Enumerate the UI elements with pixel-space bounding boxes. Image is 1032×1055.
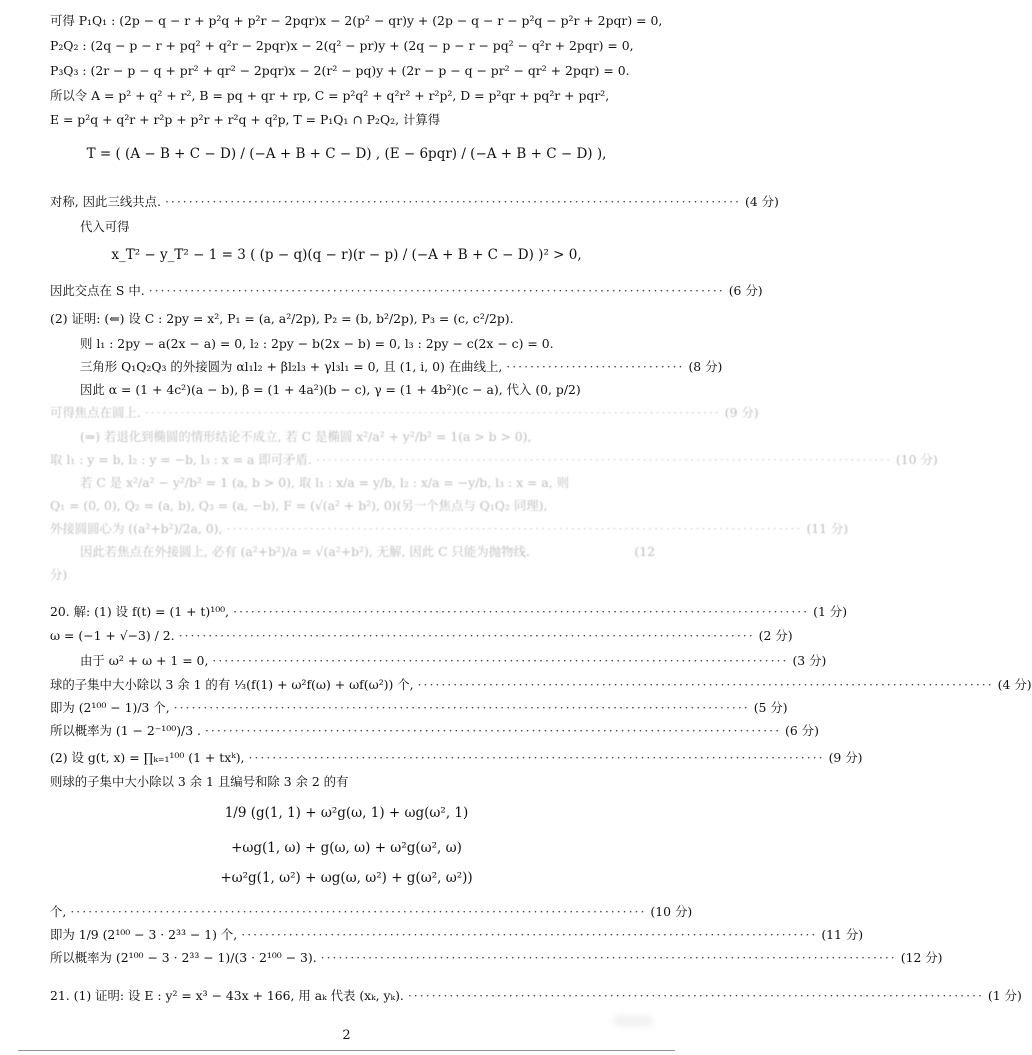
score-label: (5 分)	[753, 700, 788, 715]
scored-line	[50, 903, 693, 921]
scored-line	[50, 404, 759, 422]
leader-dots: ·································································································	[417, 677, 994, 692]
scored-line	[80, 358, 723, 376]
score-label: (11 分)	[806, 521, 849, 536]
score-label: (4 分)	[997, 677, 1032, 692]
scored-line	[50, 949, 943, 967]
leader-dots: ·································································································	[204, 723, 782, 738]
text-line: 可得 P₁Q₁ : (2p − q − r + p²q + p²r − 2pqr)x − 2(p² − qr)y + (2p − q − r − p²q − p²r + 2pqr) = 0,	[50, 13, 663, 28]
text-line: (⇒) 若退化到椭圆的情形结论不成立, 若 C 是椭圆 x²/a² + y²/b² = 1(a > b > 0),	[80, 429, 532, 444]
line-text: 个,	[50, 904, 67, 919]
text-line: Q₁ = (0, 0), Q₂ = (a, b), Q₃ = (a, −b), F = (√(a² + b²), 0)(另一个焦点与 Q₁Q₂ 同理),	[50, 498, 548, 513]
scored-line	[50, 627, 793, 645]
text-line: (2) 证明: (⇐) 设 C : 2py = x², P₁ = (a, a²/2p), P₂ = (b, b²/2p), P₃ = (c, c²/2p).	[50, 311, 514, 326]
score-label: (12	[634, 544, 655, 559]
score-label: (12 分)	[900, 950, 943, 965]
page-number: 2	[342, 1028, 351, 1043]
text-line: P₂Q₂ : (2q − p − r + pq² + q²r − 2pqr)x − 2(q² − pr)y + (2q − p − r − pq² − q²r + 2pqr) = 0,	[50, 38, 634, 53]
text-line: 代入可得	[80, 219, 130, 234]
scored-line	[50, 193, 779, 211]
display-formula: T = ( (A − B + C − D) / (−A + B + C − D) , (E − 6pqr) / (−A + B + C − D) ),	[86, 146, 607, 162]
scored-line	[50, 722, 819, 740]
leader-dots: ·································································································	[178, 628, 755, 643]
text-line: 则球的子集中大小除以 3 余 1 且编号和除 3 余 2 的有	[50, 774, 349, 789]
score-label: (6 分)	[728, 283, 763, 298]
line-text: 对称, 因此三线共点.	[50, 194, 161, 209]
scored-line	[50, 749, 863, 767]
line-text: 20. 解: (1) 设 f(t) = (1 + t)¹⁰⁰,	[50, 604, 230, 619]
text-line: 分)	[50, 567, 68, 582]
score-label: (10 分)	[895, 452, 938, 467]
scored-line	[80, 652, 827, 670]
line-text: 取 l₁ : y = b, l₂ : y = −b, l₃ : x = a 即可矛盾.	[50, 452, 312, 467]
text-line: P₃Q₃ : (2r − p − q + pr² + qr² − 2pqr)x − 2(r² − pq)y + (2r − p − q − pr² − qr² + 2pqr) = 0.	[50, 63, 630, 78]
scored-line	[50, 520, 849, 538]
score-label: (9 分)	[724, 405, 759, 420]
score-label: (6 分)	[785, 723, 819, 738]
display-formula: 1/9 (g(1, 1) + ω²g(ω, 1) + ωg(ω², 1)	[224, 805, 469, 821]
scored-line	[50, 603, 848, 621]
leader-dots: ·································································································	[148, 283, 725, 298]
leader-dots: ·································································································	[320, 950, 897, 965]
leader-dots: ·································································································	[173, 700, 750, 715]
line-text: 因此交点在 S 中.	[50, 283, 145, 298]
score-label: (8 分)	[688, 359, 723, 374]
score-label: (2 分)	[758, 628, 793, 643]
scored-line	[50, 699, 788, 717]
line-text: 三角形 Q₁Q₂Q₃ 的外接圆为 αl₁l₂ + βl₂l₃ + γl₃l₁ = 0, 且 (1, i, 0) 在曲线上,	[80, 359, 503, 374]
scored-line	[50, 926, 864, 944]
line-text: 即为 1/9 (2¹⁰⁰ − 3 · 2³³ − 1) 个,	[50, 927, 238, 942]
display-formula: +ω²g(1, ω²) + ωg(ω, ω²) + g(ω², ω²))	[220, 870, 473, 886]
score-label: (1 分)	[813, 604, 848, 619]
line-text: 因此若焦点在外接圆上, 必有 (a²+b²)/a = √(a²+b²), 无解, 因此 C 只能为抛物线.	[80, 544, 530, 559]
text-line: 因此 α = (1 + 4c²)(a − b), β = (1 + 4a²)(b − c), γ = (1 + 4b²)(c − a), 代入 (0, p/2)	[80, 382, 581, 397]
text-line: 则 l₁ : 2py − a(2x − a) = 0, l₂ : 2py − b(2x − b) = 0, l₃ : 2py − c(2x − c) = 0.	[80, 336, 554, 351]
score-label: (10 分)	[650, 904, 693, 919]
text-line: 所以令 A = p² + q² + r², B = pq + qr + rp, C = p²q² + q²r² + r²p², D = p²qr + pq²r + pqr²,	[50, 88, 610, 103]
score-label: (1 分)	[987, 988, 1022, 1003]
leader-dots: ·································································································	[241, 927, 818, 942]
leader-dots: ·································································································	[233, 604, 810, 619]
line-text: 外接圆圆心为 ((a²+b²)/2a, 0),	[50, 521, 223, 536]
line-text: 21. (1) 证明: 设 E : y² = x³ − 43x + 166, 用 aₖ 代表 (xₖ, yₖ).	[50, 988, 404, 1003]
display-formula: x_T² − y_T² − 1 = 3 ( (p − q)(q − r)(r − p) / (−A + B + C − D) )² > 0,	[111, 247, 582, 263]
display-formula: +ωg(1, ω) + g(ω, ω) + ω²g(ω², ω)	[231, 840, 462, 856]
scored-line	[50, 676, 1032, 694]
line-text: 所以概率为 (1 − 2⁻¹⁰⁰)/3 .	[50, 723, 201, 738]
leader-dots: ·································································································	[407, 988, 984, 1003]
line-text: 可得焦点在圆上.	[50, 405, 141, 420]
score-label: (11 分)	[821, 927, 864, 942]
scored-line	[80, 543, 655, 561]
line-text: ω = (−1 + √−3) / 2.	[50, 628, 175, 643]
line-text: 即为 (2¹⁰⁰ − 1)/3 个,	[50, 700, 170, 715]
leader-dots: ······························	[506, 359, 685, 374]
line-text: 由于 ω² + ω + 1 = 0,	[80, 653, 209, 668]
score-label: (9 分)	[828, 750, 863, 765]
line-text: (2) 设 g(t, x) = ∏ₖ₌₁¹⁰⁰ (1 + txᵏ),	[50, 750, 245, 765]
text-line: 若 C 是 x²/a² − y²/b² = 1 (a, b > 0), 取 l₁ : x/a = y/b, l₂ : x/a = −y/b, l₃ : x = a, 则	[80, 475, 569, 490]
line-text: 球的子集中大小除以 3 余 1 的有 ⅓(f(1) + ω²f(ω) + ωf(ω²)) 个,	[50, 677, 414, 692]
bottom-rule	[18, 1050, 675, 1051]
leader-dots: ·································································································	[70, 904, 647, 919]
leader-dots: ·································································································	[226, 521, 803, 536]
score-label: (4 分)	[745, 194, 779, 209]
text-line: E = p²q + q²r + r²p + p²r + r²q + q²p, T = P₁Q₁ ∩ P₂Q₂, 计算得	[50, 112, 441, 127]
scan-smudge	[613, 1015, 653, 1027]
scored-line	[50, 451, 938, 469]
leader-dots: ·································································································	[315, 452, 892, 467]
line-text: 所以概率为 (2¹⁰⁰ − 3 · 2³³ − 1)/(3 · 2¹⁰⁰ − 3).	[50, 950, 317, 965]
scored-line	[50, 282, 763, 300]
score-label: (3 分)	[792, 653, 827, 668]
leader-dots: ·································································································	[248, 750, 825, 765]
scored-line	[50, 987, 1022, 1005]
leader-dots: ·································································································	[164, 194, 742, 209]
leader-dots: ·································································································	[144, 405, 721, 420]
leader-dots: ·································································································	[212, 653, 789, 668]
